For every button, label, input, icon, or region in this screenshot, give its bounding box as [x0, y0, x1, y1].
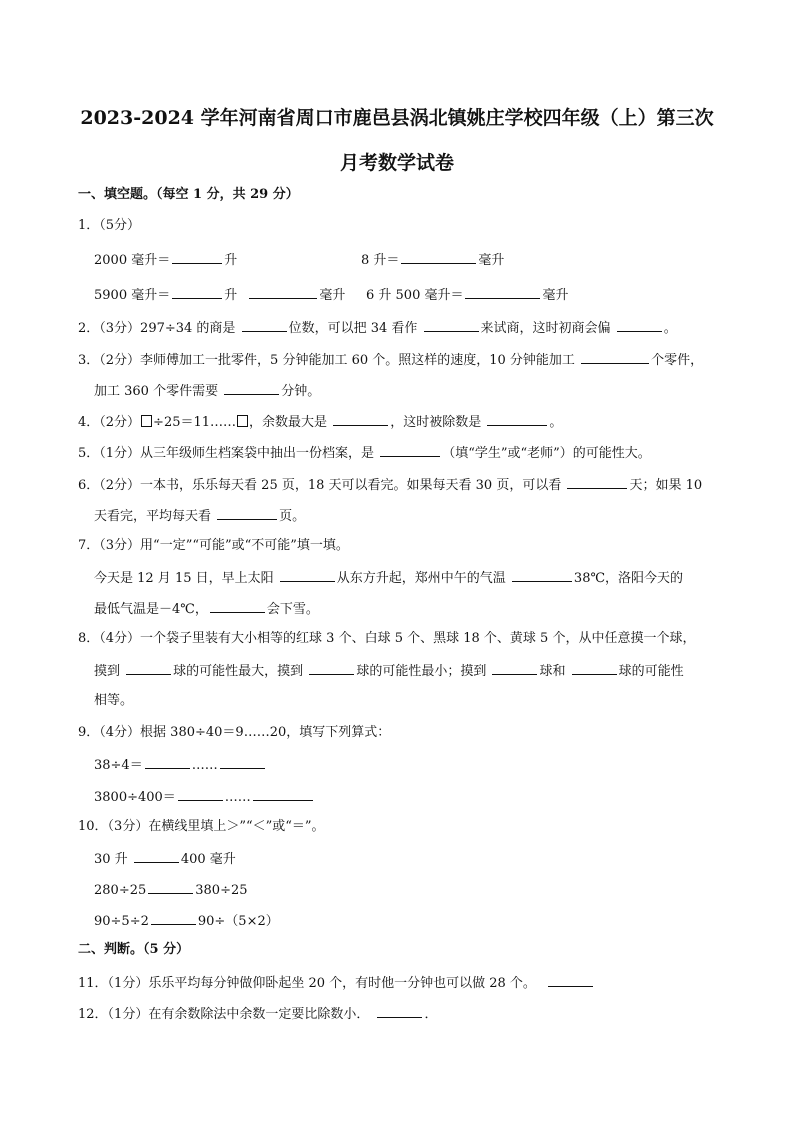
square-placeholder-icon — [237, 415, 248, 427]
answer-blank[interactable] — [333, 413, 388, 426]
q8-text-6: 球的可能性 — [618, 664, 684, 679]
question-8-line-3: 相等。 — [94, 693, 134, 708]
q10-left-3: 90÷5÷2 — [94, 914, 149, 929]
exam-title-line1: 2023-2024 学年河南省周口市鹿邑县涡北镇姚庄学校四年级（上）第三次 — [80, 107, 714, 129]
q9-expr-2: 3800÷400＝ — [94, 790, 176, 805]
answer-blank[interactable] — [172, 286, 222, 299]
q3-text-2: 个零件， — [651, 353, 704, 368]
q12-text: 12．（1分）在有余数除法中余数一定要比除数小． — [78, 1007, 370, 1022]
q3-text-3: 加工 360 个零件需要 — [94, 384, 219, 399]
answer-blank[interactable] — [148, 881, 193, 894]
question-2 — [78, 319, 677, 337]
question-5 — [78, 444, 651, 462]
answer-blank[interactable] — [151, 912, 196, 925]
q9-dots: …… — [191, 758, 218, 773]
q6-text-1: 6．（2分）一本书，乐乐每天看 25 页，18 天可以看完。如果每天看 30 页，可以看 — [78, 478, 562, 493]
question-10-heading: 10．（3分）在横线里填上＞”“＜”或“＝”。 — [78, 819, 325, 834]
q5-text-2: （填“学生”或“老师”）的可能性大。 — [442, 446, 651, 461]
answer-blank[interactable] — [377, 1005, 422, 1018]
answer-blank[interactable] — [567, 476, 627, 489]
q1-b3: 毫升 — [319, 288, 346, 303]
answer-blank[interactable] — [178, 788, 223, 801]
q8-text-4: 球的可能性最小；摸到 — [356, 664, 487, 679]
q7-text-5: 会下雪。 — [266, 602, 319, 617]
answer-blank[interactable] — [224, 382, 279, 395]
answer-blank[interactable] — [512, 569, 572, 582]
q1-b1: 5900 毫升＝ — [94, 288, 171, 303]
answer-blank[interactable] — [145, 756, 190, 769]
answer-blank[interactable] — [572, 662, 617, 675]
q1-b2: 升 — [224, 288, 238, 303]
answer-blank[interactable] — [548, 974, 593, 987]
question-6-line-1 — [78, 476, 702, 494]
answer-blank[interactable] — [134, 850, 179, 863]
q8-text-2: 摸到 — [94, 664, 121, 679]
square-placeholder-icon — [141, 415, 152, 427]
question-1-row-1b — [361, 251, 504, 269]
section-1-heading: 一、填空题。（每空 1 分，共 29 分） — [78, 187, 299, 202]
question-8-line-2 — [94, 662, 684, 680]
question-4 — [78, 413, 562, 431]
q1-a2: 升 — [224, 253, 238, 268]
q7-text-1: 今天是 12 月 15 日，早上太阳 — [94, 571, 274, 586]
answer-blank[interactable] — [380, 444, 440, 457]
question-7-line-1 — [94, 569, 683, 587]
q2-text-4: 。 — [663, 321, 677, 336]
q7-text-2: 从东方升起，郑州中午的气温 — [336, 571, 506, 586]
section-2-heading: 二、判断。（5 分） — [78, 942, 190, 957]
answer-blank[interactable] — [617, 319, 662, 332]
q1-b5: 毫升 — [542, 288, 569, 303]
q6-text-3: 天看完，平均每天看 — [94, 509, 212, 524]
answer-blank[interactable] — [220, 756, 265, 769]
answer-blank[interactable] — [424, 319, 479, 332]
answer-blank[interactable] — [253, 788, 313, 801]
answer-blank[interactable] — [401, 251, 476, 264]
answer-blank[interactable] — [487, 413, 547, 426]
question-1-row-2b — [366, 286, 569, 304]
answer-blank[interactable] — [249, 286, 317, 299]
q4-text-3: ，余数最大是 — [249, 415, 328, 430]
q7-text-4: 最低气温是－4℃， — [94, 602, 208, 617]
q10-left-1: 30 升 — [94, 852, 128, 867]
q2-text-1: 2．（3分）297÷34 的商是 — [78, 321, 236, 336]
q4-text-1: 4．（2分） — [78, 415, 141, 430]
question-11 — [78, 974, 595, 992]
q1-a4: 毫升 — [478, 253, 505, 268]
question-3-line-1 — [78, 351, 703, 369]
question-9-line-1 — [94, 756, 267, 774]
question-10-line-3 — [94, 912, 279, 930]
q10-right-2: 380÷25 — [195, 883, 248, 898]
q4-text-4: ，这时被除数是 — [390, 415, 482, 430]
question-1-row-1 — [94, 251, 237, 269]
question-3-line-2 — [94, 382, 320, 400]
answer-blank[interactable] — [126, 662, 171, 675]
q5-text-1: 5．（1分）从三年级师生档案袋中抽出一份档案，是 — [78, 446, 375, 461]
question-10-line-1 — [94, 850, 236, 868]
answer-blank[interactable] — [210, 600, 265, 613]
question-9-heading: 9．（4分）根据 380÷40＝9……20，填写下列算式： — [78, 725, 391, 740]
question-7-line-2 — [94, 600, 319, 618]
q10-left-2: 280÷25 — [94, 883, 147, 898]
q1-a3: 8 升＝ — [361, 253, 400, 268]
question-1-row-2 — [94, 286, 345, 304]
q7-text-3: 38℃，洛阳今天的 — [573, 571, 684, 586]
q4-text-2: ÷25＝11…… — [153, 415, 237, 430]
q10-right-3: 90÷（5×2） — [197, 914, 279, 929]
answer-blank[interactable] — [309, 662, 354, 675]
q3-text-4: 分钟。 — [281, 384, 321, 399]
q1-a1: 2000 毫升＝ — [94, 253, 171, 268]
answer-blank[interactable] — [492, 662, 537, 675]
exam-title-line2: 月考数学试卷 — [339, 152, 454, 174]
q8-text-5: 球和 — [539, 664, 566, 679]
q8-text-3: 球的可能性最大，摸到 — [173, 664, 304, 679]
question-7-heading: 7．（3分）用“一定”“可能”或“不可能”填一填。 — [78, 538, 349, 553]
question-6-line-2 — [94, 507, 305, 525]
q2-text-3: 来试商，这时初商会偏 — [480, 321, 611, 336]
q1-b4: 6 升 500 毫升＝ — [366, 288, 464, 303]
answer-blank[interactable] — [581, 351, 649, 364]
q11-text: 11．（1分）乐乐平均每分钟做仰卧起坐 20 个，有时他一分钟也可以做 28 个。 — [78, 976, 536, 991]
q6-text-4: 页。 — [279, 509, 306, 524]
q4-text-5: 。 — [549, 415, 563, 430]
q9-dots: …… — [224, 790, 251, 805]
q3-text-1: 3．（2分）李师傅加工一批零件，5 分钟能加工 60 个。照这样的速度，10 分钟能加工 — [78, 353, 575, 368]
question-12 — [78, 1005, 437, 1023]
answer-blank[interactable] — [465, 286, 540, 299]
question-1-heading: 1．（5分） — [78, 218, 141, 233]
q12-text-end: ． — [424, 1007, 438, 1022]
answer-blank[interactable] — [172, 251, 222, 264]
answer-blank[interactable] — [280, 569, 335, 582]
answer-blank[interactable] — [217, 507, 277, 520]
answer-blank[interactable] — [242, 319, 287, 332]
q2-text-2: 位数，可以把 34 看作 — [288, 321, 418, 336]
q10-right-1: 400 毫升 — [180, 852, 236, 867]
question-8-line-1: 8．（4分）一个袋子里装有大小相等的红球 3 个、白球 5 个、黑球 18 个、黄球 5 个，从中任意摸一个球， — [78, 631, 696, 646]
question-9-line-2 — [94, 788, 315, 806]
question-10-line-2 — [94, 881, 248, 899]
q6-text-2: 天；如果 10 — [629, 478, 703, 493]
q9-expr-1: 38÷4＝ — [94, 758, 143, 773]
